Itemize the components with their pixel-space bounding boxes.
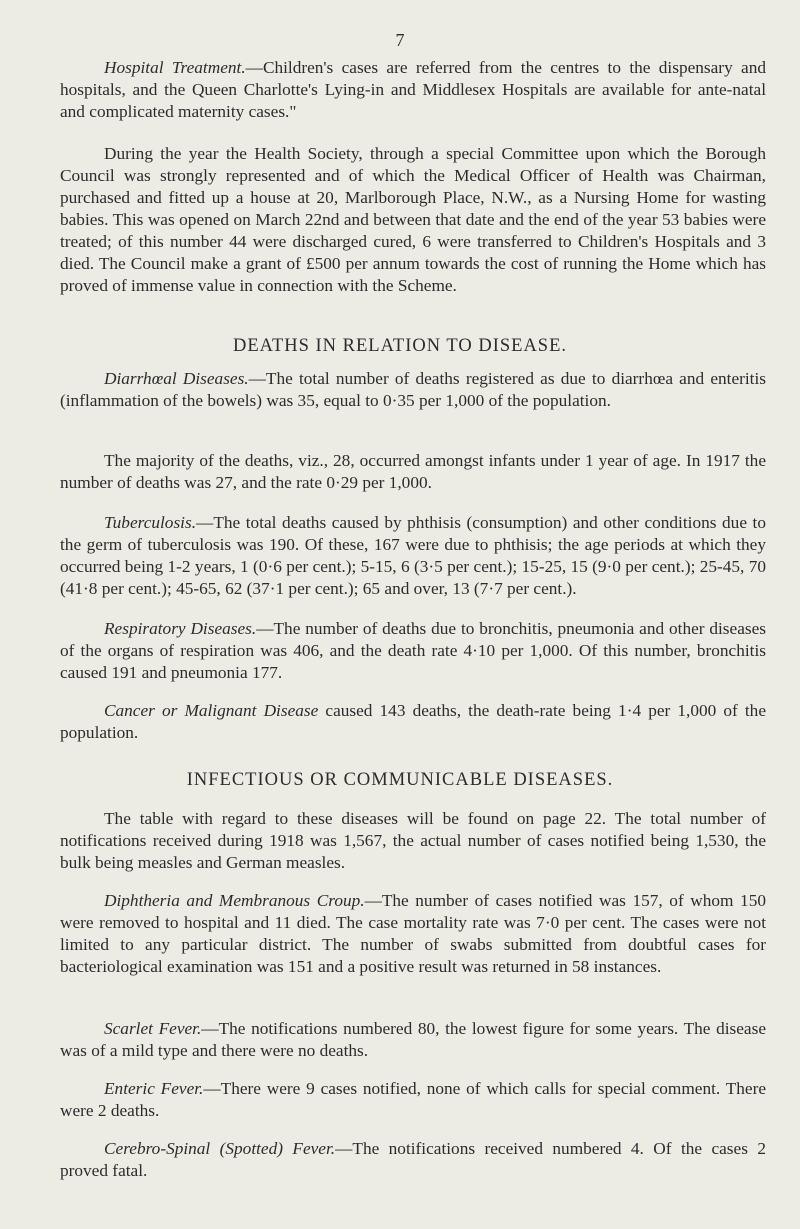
paragraph-cancer	[60, 700, 766, 744]
heading-deaths-in-relation-to-disease: DEATHS IN RELATION TO DISEASE.	[232, 336, 568, 356]
paragraph-lead: Cancer or Malignant Disease	[104, 701, 319, 720]
paragraph-text: —The total deaths caused by phthisis (consumption) and other conditions due to the germ of tuberculosis was 190. Of these, 167 were due to phthisis; the age periods at which they occurred being 1-2 years, 1 (0·6 per cent.); 5-15, 6 (3·5 per cent.); 15-25, 15 (9·0 per cent.); 25-45, 70 (41·8 per cent.); 45-65, 62 (37·1 per cent.); 65 and over, 13 (7·7 per cent.).	[60, 513, 766, 598]
paragraph-text: —The number of deaths due to bronchitis, pneumonia and other diseases of the organs of respiration was 406, and the death rate 4·10 per 1,000. Of this number, bronchitis caused 191 and pneumonia 177.	[60, 619, 766, 682]
paragraph-respiratory-diseases	[60, 618, 766, 684]
paragraph-text: During the year the Health Society, through a special Committee upon which the Borough Council was strongly represented and of which the Medical Officer of Health was Chairman, purchased and fitted up a house at 20, Marlborough Place, N.W., as a Nursing Home for wasting babies. This was opened on March 22nd and between that date and the end of the year 53 babies were treated; of this number 44 were discharged cured, 6 were transferred to Children's Hospitals and 3 died. The Council make a grant of £500 per annum towards the cost of running the Home which has proved of immense value in connection with the Scheme.	[60, 144, 766, 295]
paragraph-text: —The notifications numbered 80, the lowest figure for some years. The disease was of a mild type and there were no deaths.	[60, 1019, 767, 1060]
paragraph-lead: Hospital Treatment.	[104, 58, 246, 77]
paragraph-text: The majority of the deaths, viz., 28, occurred amongst infants under 1 year of age. In 1917 the number of deaths was 27, and the rate 0·29 per 1,000.	[60, 451, 766, 492]
paragraph-tuberculosis	[60, 512, 766, 600]
paragraph-text: —The number of cases notified was 157, of whom 150 were removed to hospital and 11 died. The case mortality rate was 7·0 per cent. The cases were not limited to any particular district. The number of swabs submitted from doubtful cases for bacteriological examination was 151 and a positive result was returned in 58 instances.	[60, 891, 766, 976]
paragraph-enteric-fever	[60, 1078, 766, 1122]
paragraph-scarlet-fever	[60, 1018, 766, 1062]
paragraph-text: —Children's cases are referred from the centres to the dispensary and hospitals, and the Queen Charlotte's Lying-in and Middlesex Hospitals are available for ante-natal and complicated maternity cases."	[60, 58, 767, 121]
paragraph-diphtheria	[60, 890, 766, 978]
paragraph-lead: Diphtheria and Membranous Croup.	[104, 891, 365, 910]
paragraph-lead: Diarrhœal Diseases.	[104, 369, 249, 388]
paragraph-diarrhoeal-diseases	[60, 368, 766, 412]
heading-infectious-diseases: INFECTIOUS OR COMMUNICABLE DISEASES.	[186, 770, 614, 790]
paragraph-text: caused 143 deaths, the death-rate being 1·4 per 1,000 of the population.	[60, 701, 766, 742]
paragraph-text: —There were 9 cases notified, none of which calls for special comment. There were 2 deaths.	[60, 1079, 766, 1120]
paragraph-lead: Scarlet Fever.	[104, 1019, 202, 1038]
paragraph-nursing-home	[60, 143, 766, 297]
paragraph-lead: Respiratory Diseases.	[104, 619, 257, 638]
paragraph-lead: Tuberculosis.	[104, 513, 197, 532]
page-number: 7	[395, 30, 405, 50]
paragraph-text: The table with regard to these diseases will be found on page 22. The total number of notifications received during 1918 was 1,567, the actual number of cases notified being 1,530, the bulk being measles and German measles.	[60, 809, 766, 872]
paragraph-notifications-table	[60, 808, 766, 874]
paragraph-text: —The notifications received numbered 4. Of the cases 2 proved fatal.	[60, 1139, 766, 1180]
paragraph-majority-of-deaths	[60, 450, 766, 494]
paragraph-text: —The total number of deaths registered as due to diarrhœa and enteritis (inflammation of the bowels) was 35, equal to 0·35 per 1,000 of the population.	[60, 369, 767, 410]
paragraph-lead: Enteric Fever.	[104, 1079, 204, 1098]
paragraph-hospital-treatment	[60, 57, 766, 123]
paragraph-cerebro-spinal-fever	[60, 1138, 766, 1182]
paragraph-lead: Cerebro-Spinal (Spotted) Fever.	[104, 1139, 336, 1158]
